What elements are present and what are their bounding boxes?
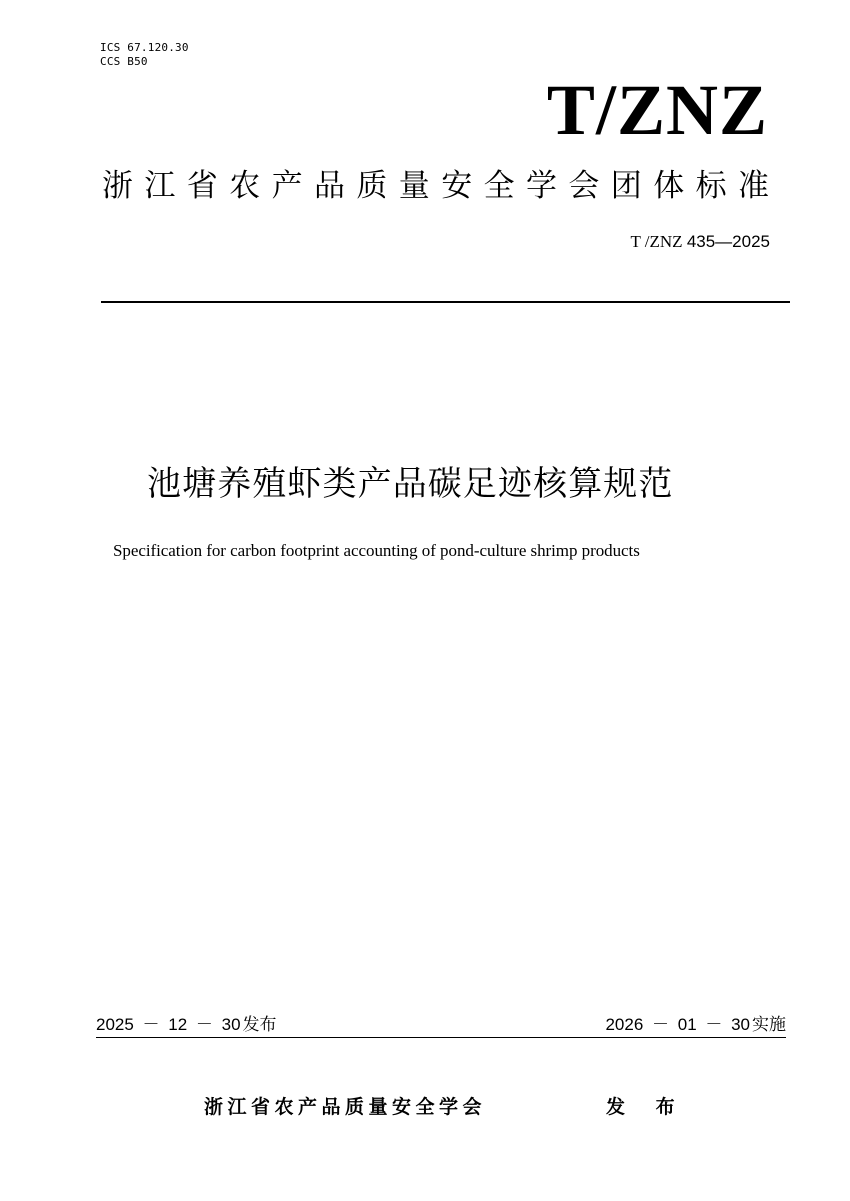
document-title-chinese: 池塘养殖虾类产品碳足迹核算规范 [147,464,674,504]
classification-codes [100,41,189,69]
release-date-label: 发布 [242,1015,277,1035]
implementation-date [605,1014,786,1036]
ics-code: ICS 67.120.30 [100,41,189,54]
standard-number-value: 435—2025 [686,232,770,251]
standard-number-prefix: T /ZNZ [630,232,687,251]
release-date [96,1014,277,1036]
standard-type-heading: 浙江省农产品质量安全学会团体标准 [102,168,781,204]
implementation-date-label: 实施 [752,1015,786,1035]
bottom-divider [96,1037,786,1038]
top-divider [101,301,790,303]
document-title-english: Specification for carbon footprint accounting of pond-culture shrimp products [113,541,640,560]
release-date-value: 2025 － 12 － 30 [96,1015,241,1034]
ccs-code: CCS B50 [100,55,148,68]
publish-label: 发 布 [606,1096,687,1118]
standard-org-code: T/ZNZ [546,70,768,150]
publisher-name: 浙江省农产品质量安全学会 [204,1096,487,1118]
standard-number [630,231,770,253]
implementation-date-value: 2026 － 01 － 30 [605,1015,750,1034]
